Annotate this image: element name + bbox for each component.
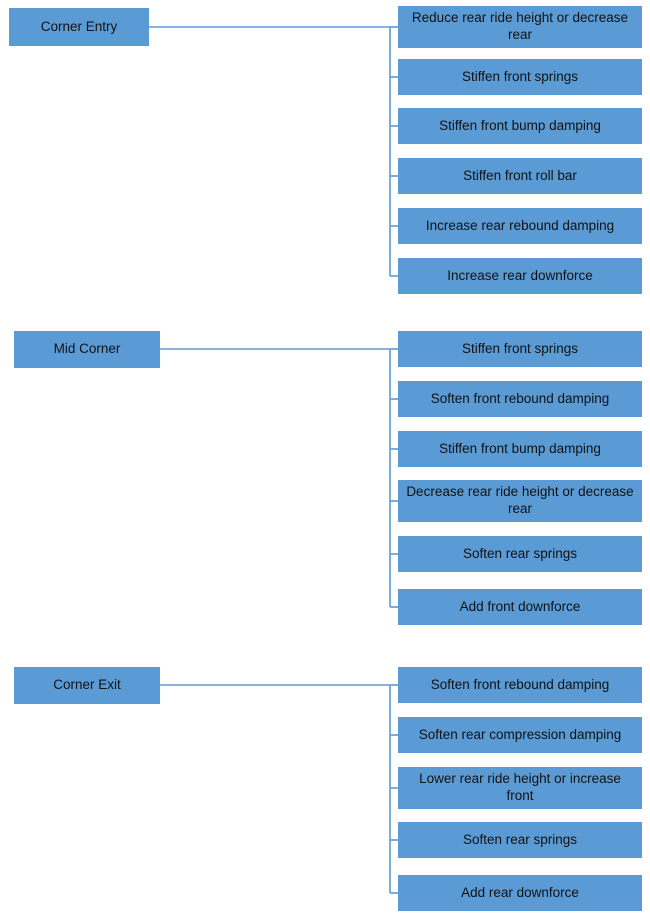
child-node-label: Reduce rear ride height or decrease rear	[411, 10, 629, 42]
parent-node-label: Mid Corner	[53, 341, 121, 357]
child-node[interactable]	[398, 6, 642, 48]
child-node-label: Stiffen front springs	[461, 340, 579, 356]
parent-node-mid-corner[interactable]	[14, 331, 160, 368]
child-node-label: Decrease rear ride height or decrease rear	[406, 484, 634, 516]
child-node-label: Soften rear compression damping	[418, 726, 622, 742]
parent-node-corner-entry[interactable]	[9, 8, 149, 46]
child-node[interactable]	[398, 667, 642, 703]
child-node-label: Add rear downforce	[461, 884, 579, 900]
child-node[interactable]	[398, 258, 642, 294]
child-node-label: Soften front rebound damping	[430, 390, 610, 406]
child-node-label: Lower rear ride height or increase front	[419, 771, 621, 803]
child-node-label: Increase rear rebound damping	[425, 217, 615, 233]
child-node[interactable]	[398, 822, 642, 858]
child-node[interactable]	[398, 767, 642, 809]
parent-node-label: Corner Exit	[53, 677, 121, 693]
child-node-label: Increase rear downforce	[447, 267, 593, 283]
child-node[interactable]	[398, 589, 642, 625]
child-node-label: Soften rear springs	[462, 545, 578, 561]
child-node[interactable]	[398, 717, 642, 753]
diagram-group-mid-corner	[0, 328, 650, 638]
child-node[interactable]	[398, 875, 642, 911]
child-node[interactable]	[398, 108, 642, 144]
child-node-label: Stiffen front roll bar	[463, 167, 577, 183]
child-node[interactable]	[398, 431, 642, 467]
child-node-label: Stiffen front bump damping	[439, 117, 601, 133]
child-node-label: Stiffen front bump damping	[439, 440, 601, 456]
child-node[interactable]	[398, 331, 642, 367]
child-node[interactable]	[398, 208, 642, 244]
child-node-label: Add front downforce	[459, 598, 581, 614]
parent-node-label: Corner Entry	[40, 18, 118, 34]
child-node-label: Soften rear springs	[462, 831, 578, 847]
child-node[interactable]	[398, 59, 642, 95]
child-node[interactable]	[398, 480, 642, 522]
diagram-group-corner-entry	[0, 0, 650, 310]
parent-node-corner-exit[interactable]	[14, 667, 160, 704]
diagram-group-corner-exit	[0, 664, 650, 920]
child-node[interactable]	[398, 381, 642, 417]
child-node[interactable]	[398, 536, 642, 572]
child-node-label: Soften front rebound damping	[430, 676, 610, 692]
child-node[interactable]	[398, 158, 642, 194]
child-node-label: Stiffen front springs	[461, 68, 579, 84]
